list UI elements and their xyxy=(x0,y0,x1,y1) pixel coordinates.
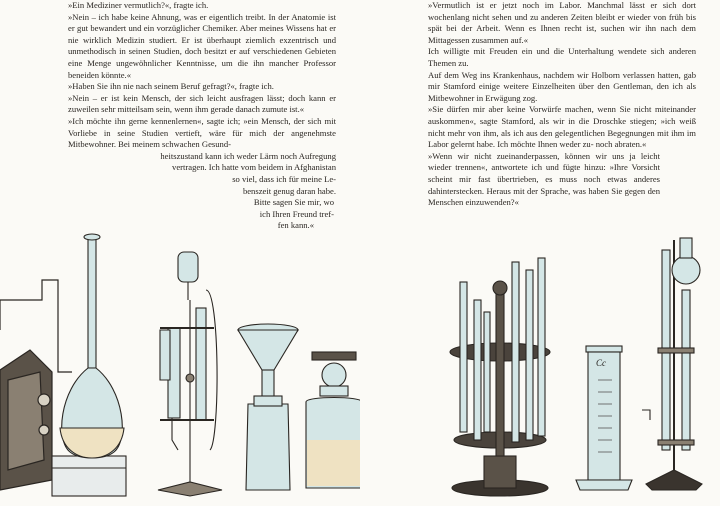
stoppered-jar xyxy=(306,352,360,488)
taper-line: benszeit genug daran habe. xyxy=(242,185,336,196)
paragraph: Ich willigte mit Freuden ein und die Unterhaltung wendete sich anderen Themen zu. xyxy=(428,46,696,68)
volumetric-flask xyxy=(52,234,126,496)
right-lab-illustration xyxy=(360,0,720,506)
paragraph: »Nein – er ist kein Mensch, der sich leicht ausfragen lässt; doch kann er zuweilen sehr mitteilsam sein, wenn ihm gerade danach zumute ist.« xyxy=(68,92,336,115)
paragraph: »Haben Sie ihn nie nach seinem Beruf gefragt?«, fragte ich. xyxy=(68,81,274,92)
taper-line: heitszustand kann ich weder Lärm noch Aufregung xyxy=(160,150,336,161)
right-page xyxy=(360,0,720,506)
paragraph: »Nein – ich habe keine Ahnung, was er eigentlich treibt. In der Anatomie ist er gut bewandert und ein vorzüglicher Chemiker. Aber meines Wissens hat er nie wirklich Medizin studiert. Er ist überhaupt ziemlich exzentrisch und unmethodisch in seinen Studien, doch besitzt er auf verschiedenen Gebieten eine Menge ungewöhnlicher Kenntnisse, um die ihn mancher Professor beneiden könnte.« xyxy=(68,11,336,80)
paragraph: Auf dem Weg ins Krankenhaus, nachdem wir Holborn verlassen hatten, gab mir Stamford einige weitere Einzelheiten über den Gentleman, den ich als Mitbewohner in Erwägung zog. xyxy=(428,69,696,103)
taper-line: so viel, dass ich für meine Le- xyxy=(232,173,336,184)
gas-apparatus xyxy=(642,238,702,490)
test-tube-rack xyxy=(450,258,550,496)
paragraph: »Wenn wir nicht zueinanderpassen, können wir uns ja leicht wieder trennen«, antwortete ich und fügte hinzu: »Ihre Vorsicht scheint mir fast übertrieben, es muss noch etwas anderes dahinterstecken. Heraus mit der Sprache, was haben Sie gegen den Menschen einzuwenden?« xyxy=(428,150,660,208)
taper-line: Bitte sagen Sie mir, wo xyxy=(253,197,334,208)
paragraph: »Vermutlich ist er jetzt noch im Labor. Manchmal lässt er sich dort wochenlang nicht sehen und zu anderen Zeiten bleibt er wieder von früh bis spät bei der Arbeit. Wenn es Ihnen recht ist, suchen wir ihn nach dem Mittagessen zusammen auf.« xyxy=(428,0,696,45)
paragraph: »Ich möchte ihn gerne kennenlernen«, sagte ich; »ein Mensch, der sich mit Vorliebe in seine Studien vertieft, wäre für mich der angenehmste Mitbewohner. Bei meinem schwachen Gesund- xyxy=(68,115,336,150)
paragraph: »Sie dürfen mir aber keine Vorwürfe machen, wenn Sie nicht miteinander auskommen«, sagte Stamford, als wir in die Droschke stiegen; »ich weiß nicht mehr von ihm, als ich aus den gelegentlichen Begegnungen mit ihm im Labor gelernt habe. Ich möchte Ihnen weder zu- noch abraten.« xyxy=(428,104,696,150)
cylinder-label: Cc xyxy=(596,358,606,368)
paragraph: »Ein Mediziner vermutlich?«, fragte ich. xyxy=(68,0,209,10)
funnel-bottle xyxy=(238,324,298,490)
taper-line: ich Ihren Freund tref- xyxy=(259,208,334,219)
taper-line: fen kann.« xyxy=(277,220,314,231)
taper-line: vertragen. Ich hatte vom beidem in Afghanistan xyxy=(172,162,336,173)
burette-stand xyxy=(158,252,222,496)
